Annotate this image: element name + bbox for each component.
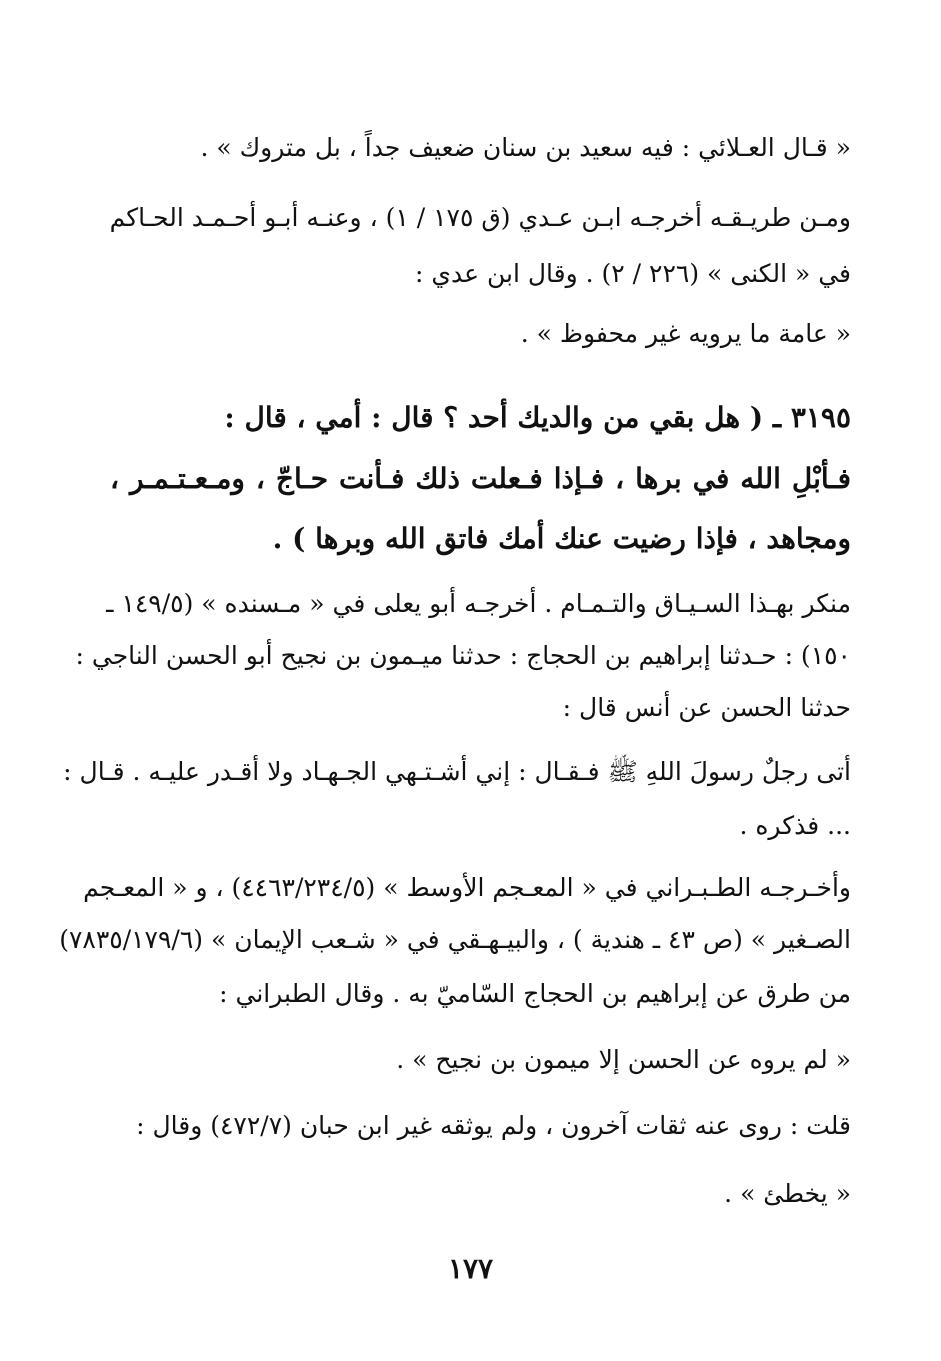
page-number: ١٧٧ — [447, 1252, 494, 1285]
narration-line: ... فذكره . — [739, 811, 851, 840]
paragraph-line: من طرق عن إبراهيم بن الحجاج السّاميّ به . وقال الطبراني : — [219, 979, 851, 1008]
quote-tabarani: « لم يروه عن الحسن إلا ميمون بن نجيح » . — [396, 1045, 851, 1074]
paragraph-line: حدثنا الحسن عن أنس قال : — [562, 693, 851, 722]
quote-ibn-adi: « عامة ما يرويه غير محفوظ » . — [520, 319, 851, 348]
paragraph-line: منكر بهـذا السـيـاق والتـمـام . أخرجـه أبو يعلى في « مـسنده » (١٤٩/٥ ـ — [106, 589, 851, 618]
paragraph-line: ١٥٠) : حـدثنا إبراهيم بن الحجاج : حدثنا ميـمون بن نجيح أبو الحسن الناجي : — [75, 641, 851, 670]
hadith-heading: ٣١٩٥ ـ ( هل بقي من والديك أحد ؟ قال : أمي ، قال : — [224, 401, 851, 434]
paragraph-line: وأخـرجـه الطـبـراني في « المعـجم الأوسط » (٤٤٦٣/٢٣٤/٥) ، و « المعـجم — [83, 873, 851, 902]
paragraph-line: ومـن طريـقـه أخرجـه ابـن عـدي (ق ١٧٥ / ١) ، وعنـه أبـو أحـمـد الحـاكم — [109, 203, 851, 232]
hadith-text-line: ومجاهد ، فإذا رضيت عنك أمك فاتق الله وبرها ) . — [272, 522, 851, 555]
paragraph-line: الصـغير » (ص ٤٣ ـ هندية ) ، والبيـهـقي في « شـعب الإيمان » (٧٨٣٥/١٧٩/٦) — [59, 925, 851, 954]
narration-line: أتى رجلٌ رسولَ اللهِ ﷺ فـقـال : إني أشـتـهي الجـهـاد ولا أقـدر عليـه . قـال : — [63, 757, 851, 786]
paragraph-line: في « الكنى » (٢٢٦ / ٢) . وقال ابن عدي : — [415, 259, 851, 288]
quote-yukhti: « يخطئ » . — [724, 1179, 851, 1208]
quote-alalai: « قـال العـلائي : فيه سعيد بن سنان ضعيف جداً ، بل متروك » . — [200, 133, 851, 162]
hadith-text-line: فـأبْلِ الله في برها ، فـإذا فـعلت ذلك فـأنت حـاجّ ، ومـعـتـمـر ، — [110, 462, 851, 495]
paragraph-line: قلت : روى عنه ثقات آخرون ، ولم يوثقه غير ابن حبان (٤٧٢/٧) وقال : — [136, 1111, 851, 1140]
